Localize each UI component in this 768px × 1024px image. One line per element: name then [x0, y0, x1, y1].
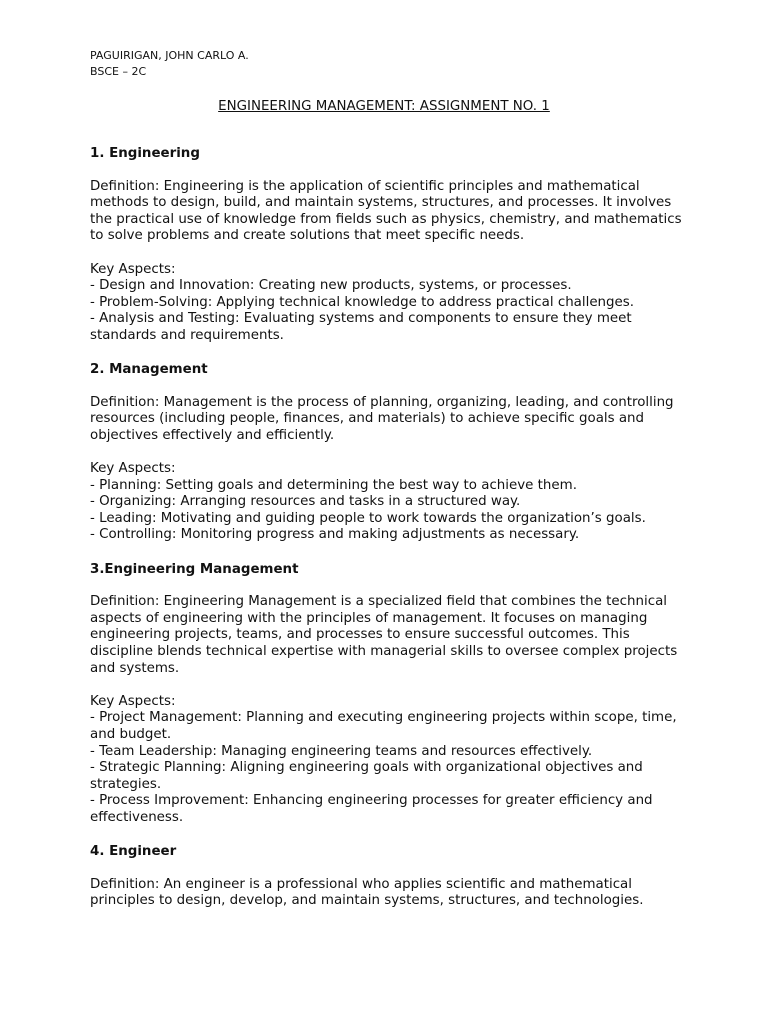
section-definition: Definition: Engineering is the application of scientific principles and mathematical methods to design, build, and maintain systems, structures, and processes. It involves the practical use of knowledge from fields such as physics, chemistry, and mathematics to solve problems and create solutions that meet specific needs.	[90, 178, 682, 244]
document-title: ENGINEERING MANAGEMENT: ASSIGNMENT NO. 1	[218, 99, 550, 114]
list-item: - Analysis and Testing: Evaluating systems and components to ensure they meet standards and requirements.	[90, 311, 632, 343]
list-item: - Design and Innovation: Creating new products, systems, or processes.	[90, 278, 572, 294]
list-item: - Controlling: Monitoring progress and making adjustments as necessary.	[90, 527, 580, 543]
list-item: - Process Improvement: Enhancing engineering processes for greater efficiency and effectiveness.	[90, 793, 653, 825]
section-engineer	[90, 843, 690, 910]
key-aspects-list	[90, 710, 690, 826]
list-item: - Organizing: Arranging resources and tasks in a structured way.	[90, 494, 521, 510]
section-definition: Definition: Management is the process of planning, organizing, leading, and controlling resources (including people, finances, and materials) to achieve specific goals and objectives effectively and efficiently.	[90, 394, 674, 443]
list-item: - Leading: Motivating and guiding people to work towards the organization’s goals.	[90, 510, 646, 526]
document-page	[90, 48, 690, 910]
section-heading: 1. Engineering	[90, 146, 200, 161]
section-heading: 4. Engineer	[90, 844, 177, 860]
section-definition: Definition: An engineer is a professional who applies scientific and mathematical principles to design, develop, and maintain systems, structures, and technologies.	[90, 876, 644, 909]
section-engineering	[90, 145, 690, 345]
list-item: - Strategic Planning: Aligning engineering goals with organizational objectives and strategies.	[90, 760, 643, 792]
key-aspects-list	[90, 478, 690, 544]
key-aspects-label: Key Aspects:	[90, 261, 176, 277]
section-management	[90, 361, 690, 544]
key-aspects-label: Key Aspects:	[90, 461, 176, 477]
key-aspects-list	[90, 278, 690, 344]
section-definition: Definition: Engineering Management is a specialized field that combines the technical aspects of engineering with the principles of management. It focuses on managing engineering projects, teams, and processes to ensure successful outcomes. This discipline blends technical expertise with managerial skills to oversee complex projects and systems.	[90, 594, 678, 676]
key-aspects-label: Key Aspects:	[90, 693, 176, 709]
student-name: PAGUIRIGAN, JOHN CARLO A.	[90, 49, 249, 62]
list-item: - Planning: Setting goals and determining the best way to achieve them.	[90, 477, 577, 493]
section-heading: 2. Management	[90, 362, 208, 378]
list-item: - Problem-Solving: Applying technical knowledge to address practical challenges.	[90, 294, 635, 310]
list-item: - Project Management: Planning and executing engineering projects within scope, time, and budget.	[90, 710, 677, 742]
section-heading: 3.Engineering Management	[90, 561, 299, 577]
student-section: BSCE – 2C	[90, 65, 147, 78]
section-engineering-management	[90, 561, 690, 827]
list-item: - Team Leadership: Managing engineering teams and resources effectively.	[90, 743, 593, 759]
